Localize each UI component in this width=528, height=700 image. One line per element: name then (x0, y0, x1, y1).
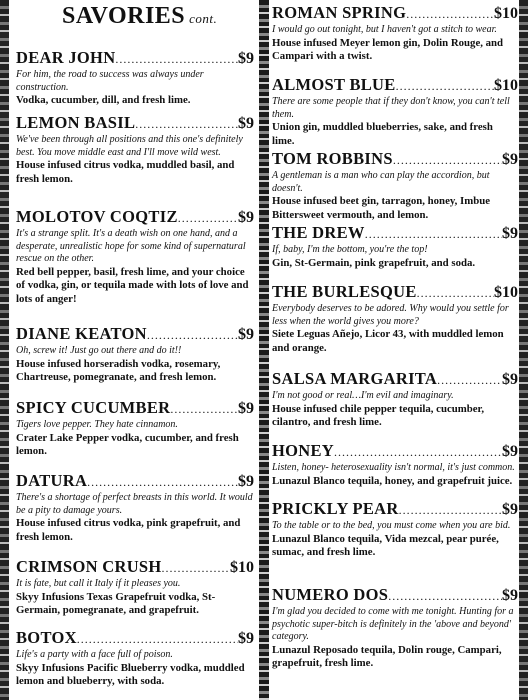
item-description: House infused beet gin, tarragon, honey, Imbue Bittersweet vermouth, and lemon. (272, 195, 491, 221)
item-quote: Listen, honey- heterosexuality isn't normal, it's just common. (272, 462, 515, 473)
item-name: NUMERO DOS (272, 585, 389, 604)
item-price: $9 (502, 225, 518, 242)
item-quote: It's a strange split. It's a death wish on one hand, and a desperate, unrealistic hope for some kind of supernatural rescue on the other. (16, 228, 246, 264)
item-description: Union gin, muddled blueberries, sake, and fresh lime. (272, 121, 493, 147)
item-price: $9 (238, 630, 254, 647)
leader-dots (87, 476, 238, 488)
menu-item-tom-robbins (272, 149, 518, 222)
item-name: HONEY (272, 441, 335, 460)
item-quote: There are some people that if they don't know, you can't tell them. (272, 96, 510, 120)
menu-item-the-burlesque (272, 282, 518, 355)
section-heading (62, 3, 217, 30)
right-ornamental-border (519, 0, 528, 700)
item-description: House infused citrus vodka, muddled basil, and fresh lemon. (16, 159, 235, 185)
item-price: $9 (238, 115, 254, 132)
menu-item-lemon-basil (16, 113, 254, 186)
item-quote: For him, the road to success was always under construction. (16, 69, 204, 93)
item-quote: Tigers love pepper. They hate cinnamon. (16, 419, 178, 430)
item-price: $9 (238, 50, 254, 67)
leader-dots (77, 633, 238, 645)
item-name: DATURA (16, 471, 88, 490)
item-name: LEMON BASIL (16, 113, 136, 132)
item-description: Lunazul Reposado tequila, Dolin rouge, Campari, grapefruit, fresh lime. (272, 643, 502, 669)
item-name: DIANE KEATON (16, 324, 147, 343)
column-divider (259, 0, 269, 700)
item-description: Gin, St-Germain, pink grapefruit, and soda. (272, 256, 476, 269)
menu-item-diane-keaton (16, 324, 254, 385)
item-quote: We've been through all positions and this one's definitely best. You move middle east and I'll move wild west. (16, 134, 243, 158)
section-title: SAVORIES (62, 3, 186, 29)
item-name: BOTOX (16, 628, 77, 647)
item-name: SPICY CUCUMBER (16, 398, 171, 417)
item-description: Skyy Infusions Pacific Blueberry vodka, muddled lemon and blueberry, with soda. (16, 661, 245, 687)
item-name: PRICKLY PEAR (272, 499, 399, 518)
item-quote: I'm not good or real…I'm evil and imaginary. (272, 390, 454, 401)
menu-item-crimson-crush (16, 557, 254, 618)
leader-dots (135, 118, 238, 130)
item-name: CRIMSON CRUSH (16, 557, 162, 576)
item-price: $9 (238, 326, 254, 343)
item-description: Skyy Infusions Texas Grapefruit vodka, St-Germain, pomegranate, and grapefruit. (16, 590, 216, 616)
leader-dots (170, 403, 238, 415)
item-name: SALSA MARGARITA (272, 369, 438, 388)
item-description: Vodka, cucumber, dill, and fresh lime. (16, 94, 191, 106)
leader-dots (365, 228, 502, 240)
item-name: ROMAN SPRING (272, 3, 407, 22)
section-subtitle: cont. (189, 11, 218, 26)
item-description: House infused horseradish vodka, rosemary, Chartreuse, pomegranate, and fresh lemon. (16, 357, 221, 383)
item-price: $10 (494, 5, 518, 22)
item-quote: It is fate, but call it Italy if it pleases you. (16, 578, 181, 589)
leader-dots (437, 374, 502, 386)
item-name: THE BURLESQUE (272, 282, 417, 301)
item-name: ALMOST BLUE (272, 75, 396, 94)
item-price: $9 (502, 443, 518, 460)
leader-dots (399, 504, 502, 516)
item-description: Crater Lake Pepper vodka, cucumber, and fresh lemon. (16, 431, 239, 457)
item-quote: Everybody deserves to be adored. Why would you settle for less when the world gives you more? (272, 303, 509, 327)
leader-dots (417, 287, 494, 299)
item-quote: I would go out tonight, but I haven't got a stitch to wear. (272, 24, 497, 35)
item-description: Lunazul Blanco tequila, honey, and grapefruit juice. (272, 474, 513, 487)
leader-dots (334, 446, 502, 458)
item-price: $9 (502, 151, 518, 168)
menu-item-the-drew (272, 223, 518, 270)
item-price: $9 (238, 209, 254, 226)
item-price: $10 (494, 284, 518, 301)
leader-dots (178, 212, 238, 224)
menu-item-numero-dos (272, 585, 518, 671)
menu-item-datura (16, 471, 254, 544)
item-price: $9 (238, 400, 254, 417)
item-quote: Life's a party with a face full of poison. (16, 649, 173, 660)
item-quote: To the table or to the bed, you must come when you are bid. (272, 520, 511, 531)
item-description: House infused citrus vodka, pink grapefruit, and fresh lemon. (16, 517, 241, 543)
item-name: DEAR JOHN (16, 48, 116, 67)
leader-dots (406, 8, 494, 20)
leader-dots (396, 80, 494, 92)
leader-dots (162, 562, 230, 574)
menu-item-botox (16, 628, 254, 689)
menu-item-roman-spring (272, 3, 518, 64)
item-price: $9 (502, 501, 518, 518)
menu-item-salsa-margarita (272, 369, 518, 430)
item-quote: If, baby, I'm the bottom, you're the top! (272, 244, 428, 255)
menu-item-honey (272, 441, 518, 488)
menu-item-molotov-coqtiz (16, 207, 254, 306)
leader-dots (393, 154, 502, 166)
item-price: $10 (494, 77, 518, 94)
leader-dots (115, 53, 238, 65)
item-price: $9 (238, 473, 254, 490)
item-quote: I'm glad you decided to come with me tonight. Hunting for a psychotic super-bitch is definitely in the 'above and beyond' category. (272, 606, 514, 642)
item-description: Red bell pepper, basil, fresh lime, and your choice of vodka, gin, or tequila made with lots of love and lots of anger! (16, 265, 249, 305)
item-description: Siete Leguas Añejo, Licor 43, with muddled lemon and orange. (272, 328, 504, 354)
item-price: $9 (502, 371, 518, 388)
item-description: House infused Meyer lemon gin, Dolin Rouge, and Campari with a twist. (272, 36, 504, 62)
item-quote: Oh, screw it! Just go out there and do it!! (16, 345, 182, 356)
menu-item-spicy-cucumber (16, 398, 254, 459)
leader-dots (147, 329, 238, 341)
item-quote: There's a shortage of perfect breasts in this world. It would be a pity to damage yours. (16, 492, 253, 516)
item-name: TOM ROBBINS (272, 149, 393, 168)
item-description: House infused chile pepper tequila, cucumber, cilantro, and fresh lime. (272, 402, 485, 428)
item-price: $10 (230, 559, 254, 576)
menu-item-dear-john (16, 48, 254, 108)
menu-item-almost-blue (272, 75, 518, 148)
item-quote: A gentleman is a man who can play the accordion, but doesn't. (272, 170, 490, 194)
left-ornamental-border (0, 0, 9, 700)
item-name: THE DREW (272, 223, 365, 242)
leader-dots (388, 590, 502, 602)
item-name: MOLOTOV COQTIZ (16, 207, 178, 226)
menu-item-prickly-pear (272, 499, 518, 560)
item-description: Lunazul Blanco tequila, Vida mezcal, pear purée, sumac, and fresh lime. (272, 532, 499, 558)
item-price: $9 (502, 587, 518, 604)
